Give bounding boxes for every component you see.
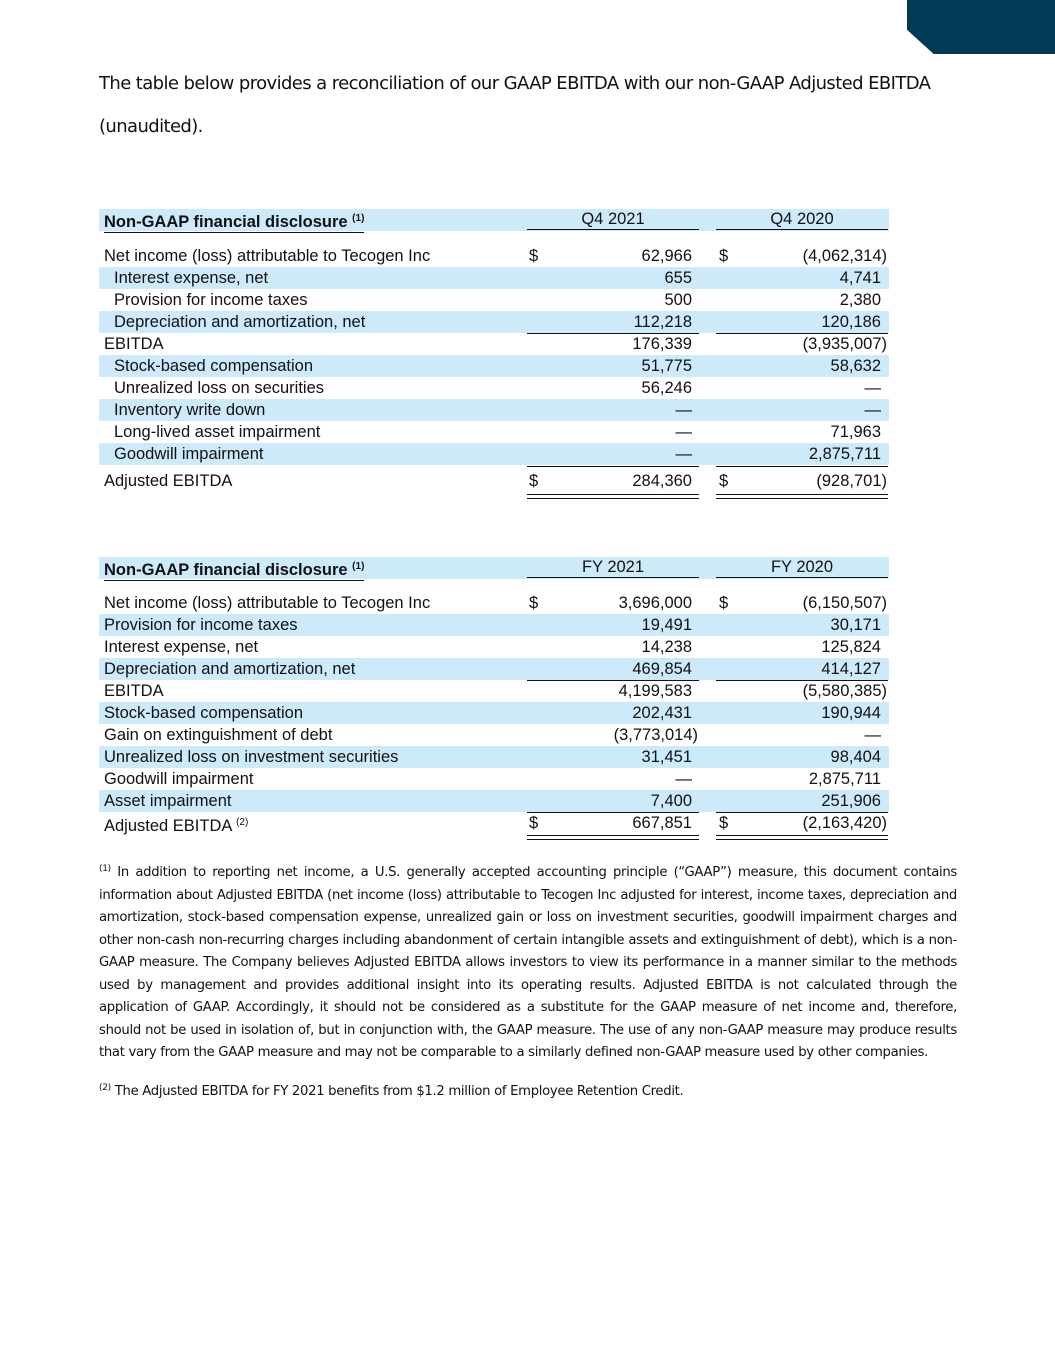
table-row: Stock-based compensation 51,775 58,632 (99, 355, 889, 377)
table-row: Gain on extinguishment of debt (3,773,014) — (104, 726, 881, 744)
table-row-ebitda: EBITDA 4,199,583 (5,580,385) (104, 682, 887, 700)
currency-symbol: $ (719, 814, 729, 832)
header-corner-decoration (907, 0, 1055, 54)
table-row: Interest expense, net 655 4,741 (99, 267, 889, 289)
footnote-2: $^{(2)}$ The Adjusted EBITDA for FY 2021 benefits from $1.2 million of Employee Retention Credit. (99, 1082, 684, 1099)
table-row: Long-lived asset impairment — 71,963 (114, 423, 881, 441)
table-row: Unrealized loss on investment securities 31,451 98,404 (99, 746, 889, 768)
q4-reconciliation-table (99, 209, 889, 492)
table-header (99, 209, 889, 231)
table-row: Asset impairment 7,400 251,906 (99, 790, 889, 812)
table-header (99, 557, 889, 579)
table-row: Stock-based compensation 202,431 190,944 (99, 702, 889, 724)
column-header-q4-2021: Q4 2021 (527, 209, 699, 230)
table-row: Goodwill impairment — 2,875,711 (104, 770, 881, 788)
column-header-q4-2020: Q4 2020 (716, 209, 888, 230)
table-row: Provision for income taxes 500 2,380 (114, 291, 881, 309)
footnotes (99, 858, 957, 1103)
currency-symbol: $ (529, 472, 539, 490)
currency-symbol: $ (529, 247, 539, 265)
table-title: Non-GAAP financial disclosure $^{(1)}$ (104, 209, 364, 233)
table-row: Goodwill impairment — 2,875,711 (99, 443, 889, 465)
footnote-1: $^{(1)}$ In addition to reporting net income, a U.S. generally accepted accounting principle (“GAAP”) measure, this document contains information about Adjusted EBITDA (net income (loss) attributable to Tecogen Inc adjusted for interest, income taxes, depreciation and amortization, stock-based compensation expense, unrealized gain or loss on investment securities, goodwill impairment charges and other non-cash non-recurring charges including abandonment of certain intangible assets and extinguishment of debt), which is a non-GAAP measure. The Company believes Adjusted EBITDA allows investors to view its performance in a manner similar to the methods used by management and provides additional insight into its operating results. Adjusted EBITDA is not calculated through the application of GAAP. Accordingly, it should not be considered as a substitute for the GAAP measure of net income and, therefore, should not be used in isolation of, but in conjunction with, the GAAP measure. The use of any non-GAAP measure may produce results that vary from the GAAP measure and may not be comparable to a similarly defined non-GAAP measure used by other companies. (99, 864, 957, 1060)
table-row-ebitda: EBITDA 176,339 (3,935,007) (104, 335, 887, 353)
table-row: Net income (loss) attributable to Tecogen Inc $ 3,696,000 $ (6,150,507) (104, 594, 887, 612)
column-header-fy-2020: FY 2020 (716, 557, 888, 578)
table-row: Depreciation and amortization, net 112,218 120,186 (99, 311, 889, 333)
currency-symbol: $ (719, 472, 729, 490)
table-row: Unrealized loss on securities 56,246 — (114, 379, 881, 397)
table-row: Net income (loss) attributable to Tecogen Inc $ 62,966 $ (4,062,314) (104, 247, 887, 265)
table-row-adjusted-ebitda: Adjusted EBITDA $ 284,360 $ (928,701) (99, 465, 889, 492)
currency-symbol: $ (529, 814, 539, 832)
footnote-ref: (2) (236, 817, 249, 828)
currency-symbol: $ (529, 594, 539, 612)
intro-paragraph: The table below provides a reconciliation of our GAAP EBITDA with our non-GAAP Adjusted EBITDA (unaudited). (99, 73, 931, 137)
table-row: Interest expense, net 14,238 125,824 (104, 638, 881, 656)
table-row: Provision for income taxes 19,491 30,171 (99, 614, 889, 636)
table-row: Inventory write down — — (99, 399, 889, 421)
table-title: Non-GAAP financial disclosure $^{(1)}$ (104, 557, 364, 581)
currency-symbol: $ (719, 247, 729, 265)
table-row: Depreciation and amortization, net 469,854 414,127 (99, 658, 889, 680)
currency-symbol: $ (719, 594, 729, 612)
fy-reconciliation-table (99, 557, 889, 834)
table-row-adjusted-ebitda: Adjusted EBITDA $^{(2)}$ $ 667,851 $ (2,163,420) (99, 812, 889, 834)
column-header-fy-2021: FY 2021 (527, 557, 699, 578)
